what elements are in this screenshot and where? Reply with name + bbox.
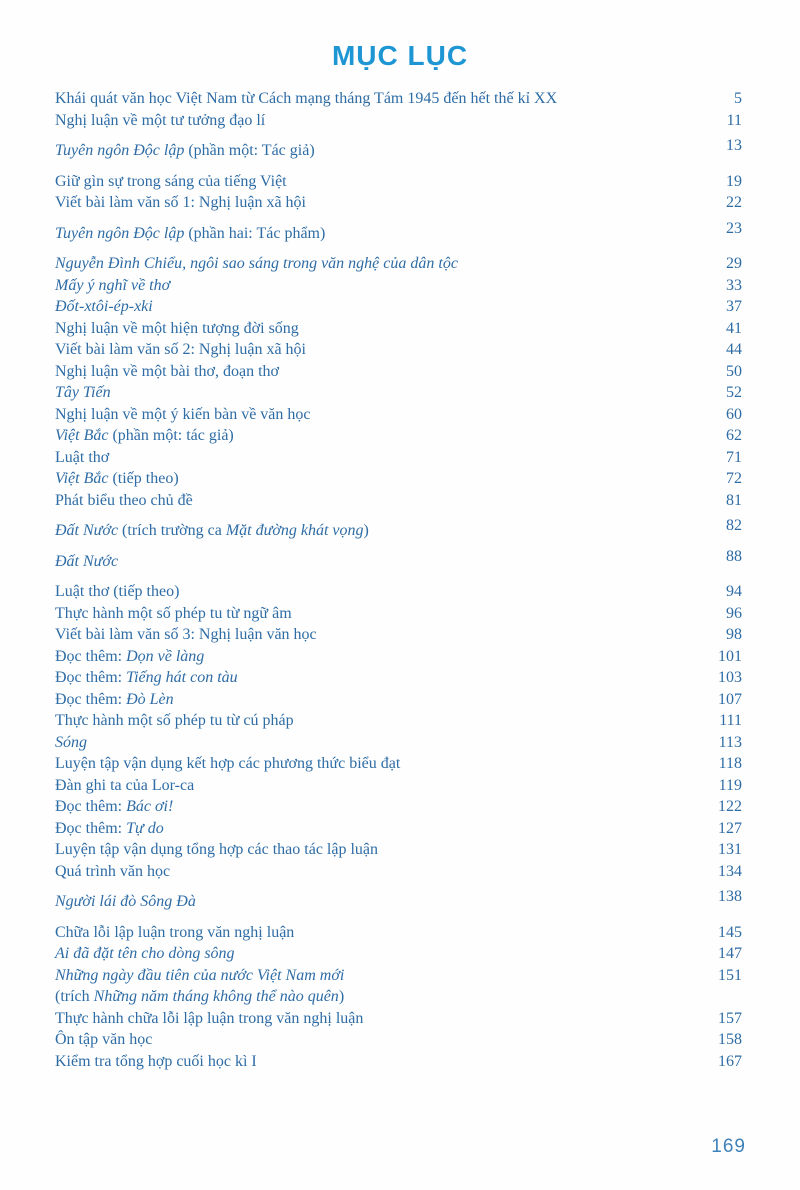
toc-entry-title: Đất Nước (trích trường ca Mặt đường khát vọng) (55, 522, 369, 539)
toc-entry-page: 82 (726, 517, 742, 534)
toc-entry-title: Viết bài làm văn số 3: Nghị luận văn học (55, 626, 317, 643)
toc-row (55, 581, 742, 603)
toc-entry-title: Kiểm tra tổng hợp cuối học kì I (55, 1052, 257, 1070)
toc-entry-title: Luyện tập vận dụng tổng hợp các thao tác lập luận (55, 841, 379, 858)
toc-entry-page: 41 (726, 319, 742, 337)
toc-entry-page: 33 (726, 276, 742, 294)
toc-row (55, 775, 742, 797)
toc-entry-page: 29 (726, 255, 742, 272)
toc-row (55, 796, 742, 818)
toc-row (55, 646, 742, 668)
toc-row (55, 296, 742, 318)
toc-entry-page: 147 (718, 945, 742, 962)
toc-row (55, 547, 742, 573)
toc-entry-page: 94 (726, 583, 742, 600)
toc-entry-title: Phát biểu theo chủ đề (55, 491, 193, 509)
toc-row (55, 339, 742, 361)
toc-row (55, 753, 742, 775)
toc-entry-page: 19 (726, 172, 742, 190)
toc-entry-page: 44 (726, 341, 742, 358)
toc-entry-page: 167 (718, 1052, 742, 1070)
toc-entry-page: 13 (726, 137, 742, 154)
toc-entry-page: 145 (718, 923, 742, 941)
toc-row (55, 468, 742, 490)
toc-entry-title: Người lái đò Sông Đà (55, 893, 196, 910)
toc-row (55, 1008, 742, 1030)
toc-row (55, 839, 742, 861)
toc-entry-title: Thực hành một số phép tu từ ngữ âm (55, 604, 292, 622)
toc-row (55, 382, 742, 404)
toc-entry-page: 11 (726, 111, 742, 129)
toc-entry-page: 138 (718, 888, 742, 905)
toc-entry-title: Viết bài làm văn số 1: Nghị luận xã hội (55, 194, 306, 211)
toc-row (55, 219, 742, 245)
toc-entry-title: Việt Bắc (phần một: tác giả) (55, 427, 234, 444)
toc-entry-title: Luật thơ (tiếp theo) (55, 583, 180, 600)
toc-entry-title: Ai đã đặt tên cho dòng sông (55, 945, 235, 962)
toc-row (55, 624, 742, 646)
toc-row (55, 965, 742, 987)
toc-entry-page: 22 (726, 194, 742, 211)
toc-entry-title: Việt Bắc (tiếp theo) (55, 470, 179, 487)
toc-entry-page: 157 (718, 1009, 742, 1027)
toc-row (55, 861, 742, 883)
toc-entry-page: 62 (726, 427, 742, 444)
toc-entry-page: 60 (726, 405, 742, 423)
toc-row (55, 361, 742, 383)
toc-entry-title: Giữ gìn sự trong sáng của tiếng Việt (55, 172, 287, 190)
toc-entry-title: Nghị luận về một hiện tượng đời sống (55, 319, 299, 337)
toc-row (55, 253, 742, 275)
toc-row (55, 425, 742, 447)
toc-entry-page: 88 (726, 547, 742, 565)
toc-entry-title: Nghị luận về một ý kiến bàn về văn học (55, 405, 311, 423)
toc-entry-title: Đọc thêm: Tiếng hát con tàu (55, 669, 238, 686)
toc-entry-title: Đàn ghi ta của Lor-ca (55, 776, 195, 794)
toc-entry-title: Những ngày đầu tiên của nước Việt Nam mới (55, 966, 345, 984)
toc-row (55, 986, 742, 1008)
toc-entry-title: Nghị luận về một tư tưởng đạo lí (55, 111, 266, 129)
toc-row (55, 689, 742, 711)
toc-entry-title: (trích Những năm tháng không thể nào quên) (55, 988, 345, 1005)
toc-entry-page: 111 (719, 712, 742, 729)
toc-entry-page: 5 (734, 90, 742, 107)
toc-row (55, 667, 742, 689)
toc-entry-page: 52 (726, 384, 742, 401)
toc-row (55, 490, 742, 512)
toc-entry-page: 72 (726, 470, 742, 487)
toc-entry-page: 119 (718, 776, 742, 794)
toc-entry-page: 118 (718, 755, 742, 772)
toc-entry-page: 127 (718, 819, 742, 837)
toc-row (55, 1029, 742, 1051)
toc-entry-title: Đất Nước (55, 552, 119, 570)
toc-entry-title: Chữa lỗi lập luận trong văn nghị luận (55, 923, 295, 941)
toc-entry-page: 98 (726, 626, 742, 643)
toc-entry-page: 134 (718, 862, 742, 880)
toc-entry-title: Đọc thêm: Đò Lèn (55, 690, 174, 708)
toc-row (55, 88, 742, 110)
toc-entry-title: Nghị luận về một bài thơ, đoạn thơ (55, 362, 279, 380)
toc-entry-page: 71 (726, 448, 742, 466)
toc-row (55, 517, 742, 542)
toc-entry-title: Thực hành một số phép tu từ cú pháp (55, 712, 294, 729)
toc-row (55, 922, 742, 944)
toc-entry-page: 103 (718, 669, 742, 686)
toc-row (55, 275, 742, 297)
toc-entry-page: 122 (718, 798, 742, 815)
toc-entry-page: 37 (726, 298, 742, 315)
toc-row (55, 110, 742, 132)
toc-row (55, 137, 742, 162)
toc-row (55, 818, 742, 840)
toc-entry-title: Đọc thêm: Bác ơi! (55, 798, 174, 815)
toc-entry-title: Quá trình văn học (55, 862, 171, 880)
toc-row (55, 447, 742, 469)
toc-entry-title: Tây Tiến (55, 384, 111, 401)
toc-entry-page: 101 (718, 647, 742, 665)
toc-row (55, 1051, 742, 1073)
toc-row (55, 603, 742, 625)
toc-row (55, 710, 742, 732)
toc-entry-page: 151 (718, 966, 742, 984)
toc-row (55, 318, 742, 340)
toc-row (55, 732, 742, 754)
toc-row (55, 404, 742, 426)
toc-row (55, 888, 742, 913)
toc-entry-page: 131 (718, 841, 742, 858)
toc-entry-page: 23 (726, 219, 742, 237)
toc-row (55, 171, 742, 193)
toc-list (55, 88, 742, 1072)
toc-entry-title: Khái quát văn học Việt Nam từ Cách mạng tháng Tám 1945 đến hết thế kỉ XX (55, 90, 558, 107)
toc-row (55, 192, 742, 214)
toc-entry-title: Luyện tập vận dụng kết hợp các phương thức biểu đạt (55, 755, 401, 772)
toc-entry-page: 158 (718, 1031, 742, 1048)
toc-entry-title: Tuyên ngôn Độc lập (phần một: Tác giả) (55, 142, 315, 159)
page-title: MỤC LỤC (331, 40, 469, 71)
toc-entry-page: 96 (726, 604, 742, 622)
toc-entry-title: Ôn tập văn học (55, 1031, 153, 1048)
toc-entry-title: Đọc thêm: Tự do (55, 819, 164, 837)
toc-entry-title: Mấy ý nghĩ về thơ (55, 276, 171, 294)
toc-row (55, 943, 742, 965)
toc-entry-page: 113 (718, 733, 742, 751)
toc-entry-title: Đốt-xtôi-ép-xki (55, 298, 153, 315)
toc-entry-title: Đọc thêm: Dọn về làng (55, 647, 205, 665)
toc-entry-page: 107 (718, 690, 742, 708)
toc-entry-title: Tuyên ngôn Độc lập (phần hai: Tác phẩm) (55, 224, 326, 242)
toc-entry-title: Sóng (55, 733, 87, 751)
toc-entry-title: Nguyễn Đình Chiểu, ngôi sao sáng trong văn nghệ của dân tộc (55, 255, 458, 272)
toc-entry-page: 50 (726, 362, 742, 380)
toc-entry-title: Viết bài làm văn số 2: Nghị luận xã hội (55, 341, 306, 358)
footer-page-number: 169 (711, 1136, 746, 1157)
toc-entry-title: Thực hành chữa lỗi lập luận trong văn nghị luận (55, 1009, 364, 1027)
toc-entry-page: 81 (726, 491, 742, 509)
toc-entry-title: Luật thơ (55, 448, 110, 466)
